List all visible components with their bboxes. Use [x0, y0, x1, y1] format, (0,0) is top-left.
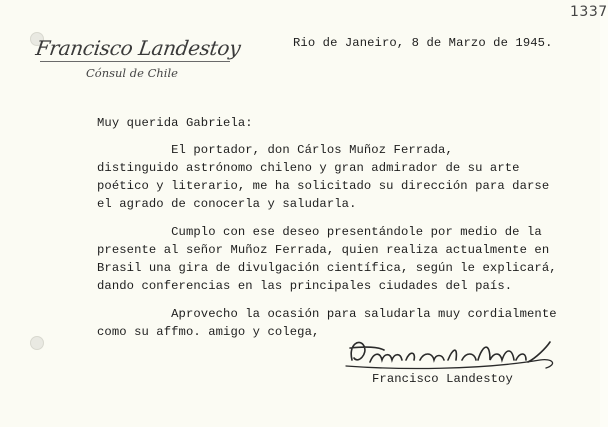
- letterhead-title: Cónsul de Chile: [86, 66, 178, 80]
- punch-hole: [30, 336, 44, 350]
- archive-number: 1337: [570, 4, 608, 20]
- paragraph-introduction: El portador, don Cárlos Muñoz Ferrada, distinguido astrónomo chileno y gran admirador de su arte poético y literario, me ha solicitado su dirección para darse el agrado de conocerla y saludarla.: [97, 143, 550, 211]
- paragraph-closing: Aprovecho la ocasión para saludarla muy cordialmente como su affmo. amigo y colega,: [97, 307, 557, 339]
- salutation: Muy querida Gabriela:: [97, 116, 253, 130]
- paragraph-request: Cumplo con ese deseo presentándole por medio de la presente al señor Muñoz Ferrada, quien realiza actualmente en Brasil una gira de divulgación científica, según le explicará, dando conferencias en las principales ciudades del país.: [97, 225, 557, 293]
- letterhead-name: Francisco Landestoy: [34, 36, 243, 60]
- sender-name: Francisco Landestoy: [372, 372, 513, 386]
- dateline: Rio de Janeiro, 8 de Marzo de 1945.: [293, 36, 553, 50]
- letterhead-divider: [40, 61, 230, 62]
